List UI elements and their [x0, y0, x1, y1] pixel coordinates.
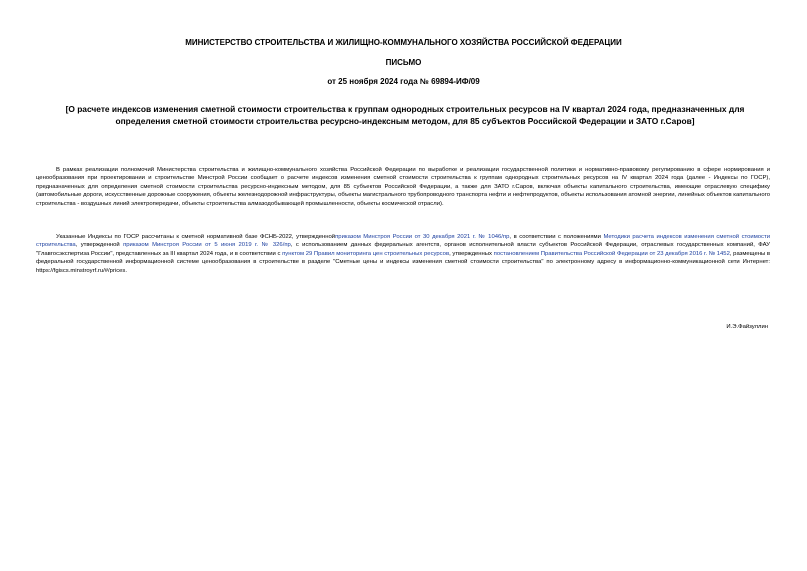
- signature: И.Э.Файзуллин: [726, 324, 768, 330]
- body-paragraph-1: В рамках реализации полномочий Министерства строительства и жилищно-коммунального хозяйства Российской Федерации по выработке и реализации государственной политики и нормативно-правовому регулированию в сфере нормирования и ценообразования при проектировании и строительстве Минстрой России сообщает о расчете индексов изменения сметной стоимости строительства к группам однородных строительных ресурсов на IV квартал 2024 года (далее - Индексы по ГОСР), предназначенных для определения сметной стоимости строительства ресурсно-индексным методом, для 85 субъектов Российской Федерации, а также для ЗАТО г.Саров, включая объекты капитального строительства, имеющие отраслевую специфику (автомобильные дороги, искусственные дорожные сооружения, объекты железнодорожной инфраструктуры, объекты магистрального трубопроводного транспорта нефти и нефтепродуктов, объекты использования атомной энергии, линейных объектов капитального строительства - воздушных линий электропередачи, объекты строительства алмазодобывающей промышленности, объекты космической отрасли).: [36, 166, 770, 207]
- link-resolution-1452[interactable]: постановлением Правительства Российской Федерации от 23 декабря 2016 г. № 1452: [493, 250, 730, 257]
- para2-text-5: , утвержденных: [449, 250, 494, 257]
- para2-text-2: , в соответствии с положениями: [509, 233, 604, 240]
- ministry-title: МИНИСТЕРСТВО СТРОИТЕЛЬСТВА И ЖИЛИЩНО-КОММУНАЛЬНОГО ХОЗЯЙСТВА РОССИЙСКОЙ ФЕДЕРАЦИИ: [185, 38, 622, 47]
- para2-text-1: Указанные Индексы по ГОСР рассчитаны к сметной нормативной базе ФСНБ-2022, утвержденной: [56, 233, 336, 240]
- document-type: ПИСЬМО: [385, 58, 422, 67]
- body-paragraph-2: [36, 233, 770, 276]
- link-methodology[interactable]: Методики расчета индексов изменения сметной стоимости строительства: [36, 233, 770, 249]
- link-rule-29[interactable]: пунктом 29 Правил мониторинга цен строительных ресурсов: [282, 250, 450, 257]
- link-order-326[interactable]: приказом Минстроя России от 5 июня 2019 г. № 326/пр: [123, 242, 291, 249]
- para2-text-3: , утвержденной: [75, 242, 124, 249]
- document-subject: [О расчете индексов изменения сметной стоимости строительства к группам однородных строительных ресурсов на IV квартал 2024 года, предназначенных для определения сметной стоимости строительства ресурсно-индексным методом, для 85 субъектов Российской Федерации и ЗАТО г.Саров]: [65, 104, 745, 126]
- document-date-number: от 25 ноября 2024 года № 69894-ИФ/09: [327, 77, 480, 86]
- link-order-1046[interactable]: приказом Минстроя России от 30 декабря 2021 г. № 1046/пр: [335, 233, 510, 240]
- para2-text-4: , с использованием данных федеральных агентств, органов исполнительной власти субъектов Российской Федерации, отраслевых государственных компаний, ФАУ "Главгосэкспертиза России", представленных за III квартал 2024 года, и в соответствии с: [36, 242, 771, 257]
- para2-text-6: , размещены в федеральной государственной информационной системе ценообразования в строительстве в разделе "Сметные цены и индексы изменения сметной стоимости строительства" по электронному адресу в информационно-коммуникационной сети Интернет: https://fgiscs.minstroyrf.ru/#/prices.: [36, 250, 770, 274]
